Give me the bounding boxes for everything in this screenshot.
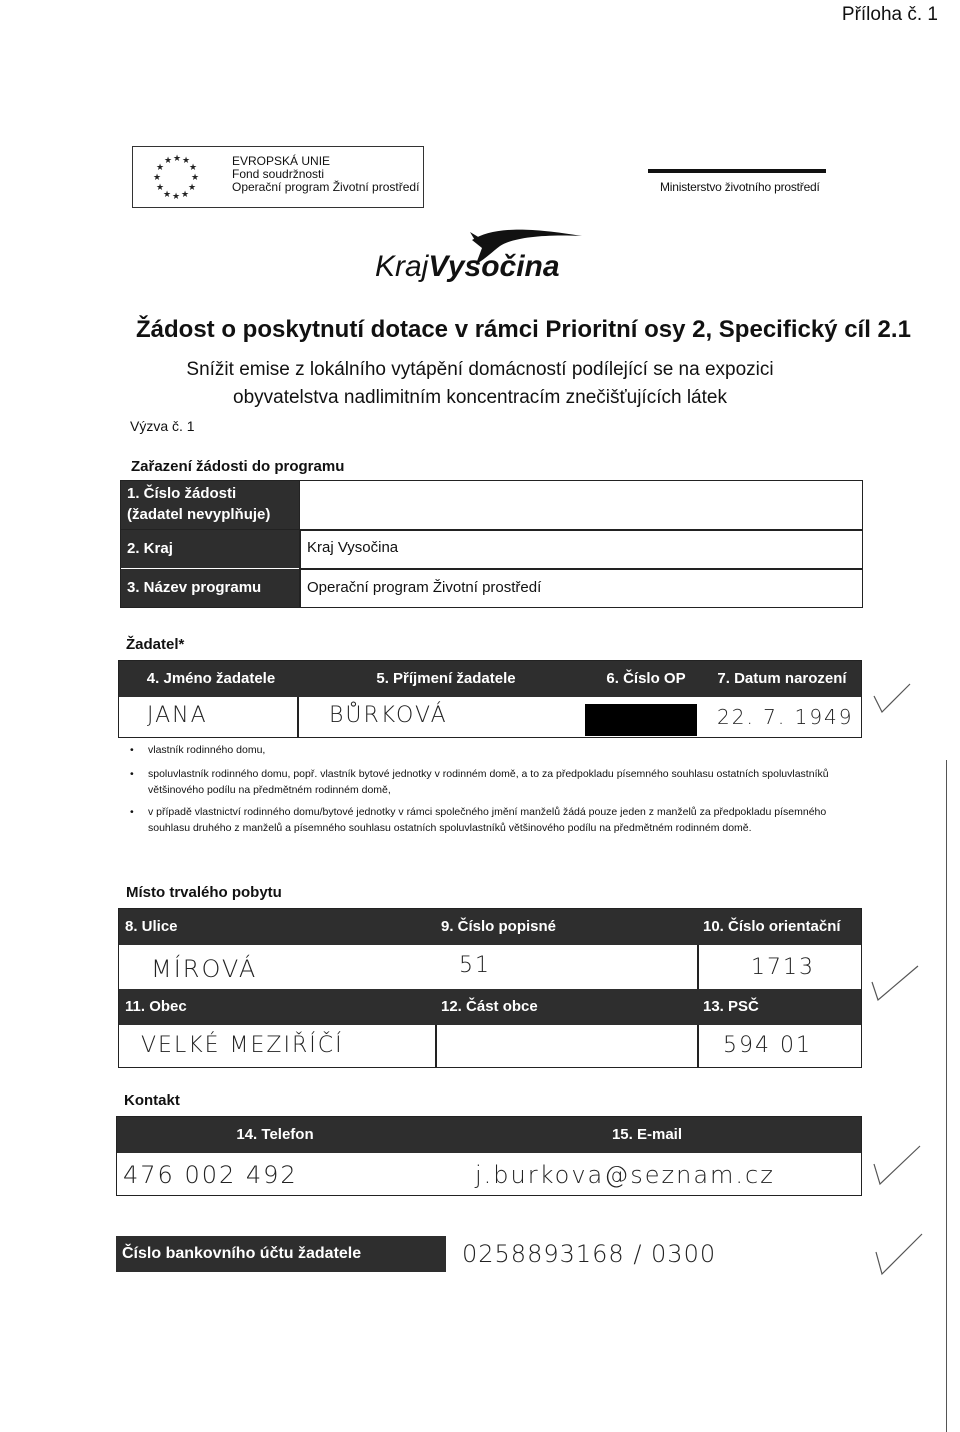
birth-date-value[interactable]: 22. 7. 1949 <box>717 705 854 729</box>
eu-logo-box <box>132 146 424 208</box>
form-subtitle <box>130 356 830 412</box>
eu-flag-icon <box>147 151 207 203</box>
note-2: spoluvlastník rodinného domu, popř. vlastník bytové jednotky v rodinném domě, a to za předpokladu písemného souhlasu ostatních spoluvlastníků většinového podílu na předmětném rodinném domě, <box>148 768 829 796</box>
region-value: Kraj Vysočina <box>307 539 399 556</box>
residence-table <box>118 908 862 1068</box>
applicant-table <box>118 660 862 738</box>
program-table <box>120 480 863 608</box>
annex-label: Příloha č. 1 <box>841 4 938 25</box>
postal-code-header: 13. PSČ <box>703 998 759 1015</box>
residence-section-title: Místo trvalého pobytu <box>126 884 282 901</box>
svg-text:★: ★ <box>156 163 165 173</box>
checkmark-icon <box>870 964 920 1004</box>
eu-line2: Fond soudržnosti <box>232 167 325 181</box>
first-name-value[interactable]: JANA <box>147 703 208 728</box>
note-1: vlastník rodinného domu, <box>148 744 266 756</box>
svg-text:★: ★ <box>189 163 198 173</box>
request-number-label-line2: (žadatel nevyplňuje) <box>127 506 271 523</box>
checkmark-icon <box>872 682 912 718</box>
contact-section-title: Kontakt <box>124 1092 180 1109</box>
street-header: 8. Ulice <box>125 918 178 935</box>
city-part-header: 12. Část obce <box>441 998 538 1015</box>
city-value[interactable]: VELKÉ MEZIŘÍČÍ <box>141 1033 344 1058</box>
program-name-value: Operační program Životní prostředí <box>307 579 542 596</box>
contact-table <box>116 1116 862 1196</box>
col-divider <box>435 1025 437 1067</box>
svg-text:★: ★ <box>188 183 197 193</box>
city-header: 11. Obec <box>125 998 187 1015</box>
checkmark-icon <box>874 1232 924 1278</box>
phone-value[interactable]: 476 002 492 <box>123 1161 298 1189</box>
svg-text:★: ★ <box>153 173 162 183</box>
col-divider <box>299 529 301 607</box>
subtitle-line2: obyvatelstva nadlimitním koncentracím znečišťujících látek <box>233 387 727 408</box>
ministry-bar <box>648 169 826 173</box>
program-name-label: 3. Název programu <box>121 569 299 607</box>
svg-text:★: ★ <box>164 156 173 166</box>
checkmark-icon <box>872 1144 922 1188</box>
house-number-header: 9. Číslo popisné <box>441 918 557 935</box>
birth-date-header: 7. Datum narození <box>697 661 861 697</box>
surname-value[interactable]: BŮRKOVÁ <box>329 703 448 728</box>
svg-text:★: ★ <box>181 190 190 200</box>
ministry-name: Ministerstvo životního prostředí <box>660 180 820 194</box>
svg-text:★: ★ <box>182 156 191 166</box>
orientation-number-header: 10. Číslo orientační <box>703 918 841 935</box>
svg-text:★: ★ <box>172 192 181 202</box>
postal-code-value[interactable]: 594 01 <box>723 1033 812 1058</box>
eu-line3: Operační program Životní prostředí <box>232 180 420 194</box>
note-3: v případě vlastnictví rodinného domu/bytové jednotky v rámci společného jmění manželů žádá pouze jeden z manželů za předpokladu písemného souhlasu druhého z manželů a písemného souhlasu ostatních spoluvlastníků většinového podílu na předmětném rodinném domě. <box>148 806 827 834</box>
house-number-value[interactable]: 51 <box>459 953 491 978</box>
logo-kraj: Kraj <box>375 250 429 283</box>
svg-text:★: ★ <box>173 154 182 164</box>
id-card-redacted <box>585 704 697 736</box>
svg-text:★: ★ <box>191 173 200 183</box>
kraj-vysocina-logo <box>375 250 560 284</box>
scan-edge-line <box>946 760 947 1432</box>
col-divider <box>697 1025 699 1067</box>
email-header: 15. E-mail <box>611 1126 683 1143</box>
request-number-label <box>121 481 299 529</box>
eu-line1: EVROPSKÁ UNIE <box>232 154 331 168</box>
subtitle-line1: Snížit emise z lokálního vytápění domácností podílející se na expozici <box>186 359 774 380</box>
request-number-field[interactable] <box>299 481 863 529</box>
applicant-section-title: Žadatel* <box>126 636 185 653</box>
form-title: Žádost o poskytnutí dotace v rámci Prioritní osy 2, Specifický cíl 2.1 <box>136 316 911 343</box>
orientation-number-value[interactable]: 1713 <box>751 955 815 980</box>
region-label: 2. Kraj <box>121 530 299 568</box>
bank-account-value[interactable]: 0258893168 / 0300 <box>462 1240 717 1268</box>
logo-vysocina: Vysočina <box>428 250 560 283</box>
phone-header: 14. Telefon <box>236 1126 314 1143</box>
col-divider <box>297 697 299 737</box>
surname-header: 5. Příjmení žadatele <box>297 661 589 697</box>
svg-text:★: ★ <box>163 190 172 200</box>
street-value[interactable]: MÍROVÁ <box>151 955 258 983</box>
row-divider <box>299 568 862 570</box>
owner-notes: • vlastník rodinného domu, • spoluvlastník rodinného domu, popř. vlastník bytové jednotky v rodinném domě, a to za předpokladu písemného souhlasu ostatních spoluvlastníků většinového podílu na předmětném rodinném domě, • v případě vlastnictví rodinného domu/bytové jednotky v rámci společného jmění manželů žádá pouze jeden z manželů za předpokladu písemného souhlasu druhého z manželů a písemného souhlasu ostatních spoluvlastníků většinového podílu na předmětném rodinném domě. <box>130 742 850 836</box>
program-section-title: Zařazení žádosti do programu <box>131 458 345 475</box>
call-number: Výzva č. 1 <box>130 418 195 434</box>
request-number-label-line1: 1. Číslo žádosti <box>127 485 237 502</box>
first-name-header: 4. Jméno žadatele <box>119 661 297 697</box>
bank-account-label: Číslo bankovního účtu žadatele <box>116 1236 446 1272</box>
svg-text:★: ★ <box>156 183 165 193</box>
email-value[interactable]: j.burkova@seznam.cz <box>475 1161 775 1189</box>
id-card-header: 6. Číslo OP <box>589 661 697 697</box>
col-divider <box>697 945 699 989</box>
